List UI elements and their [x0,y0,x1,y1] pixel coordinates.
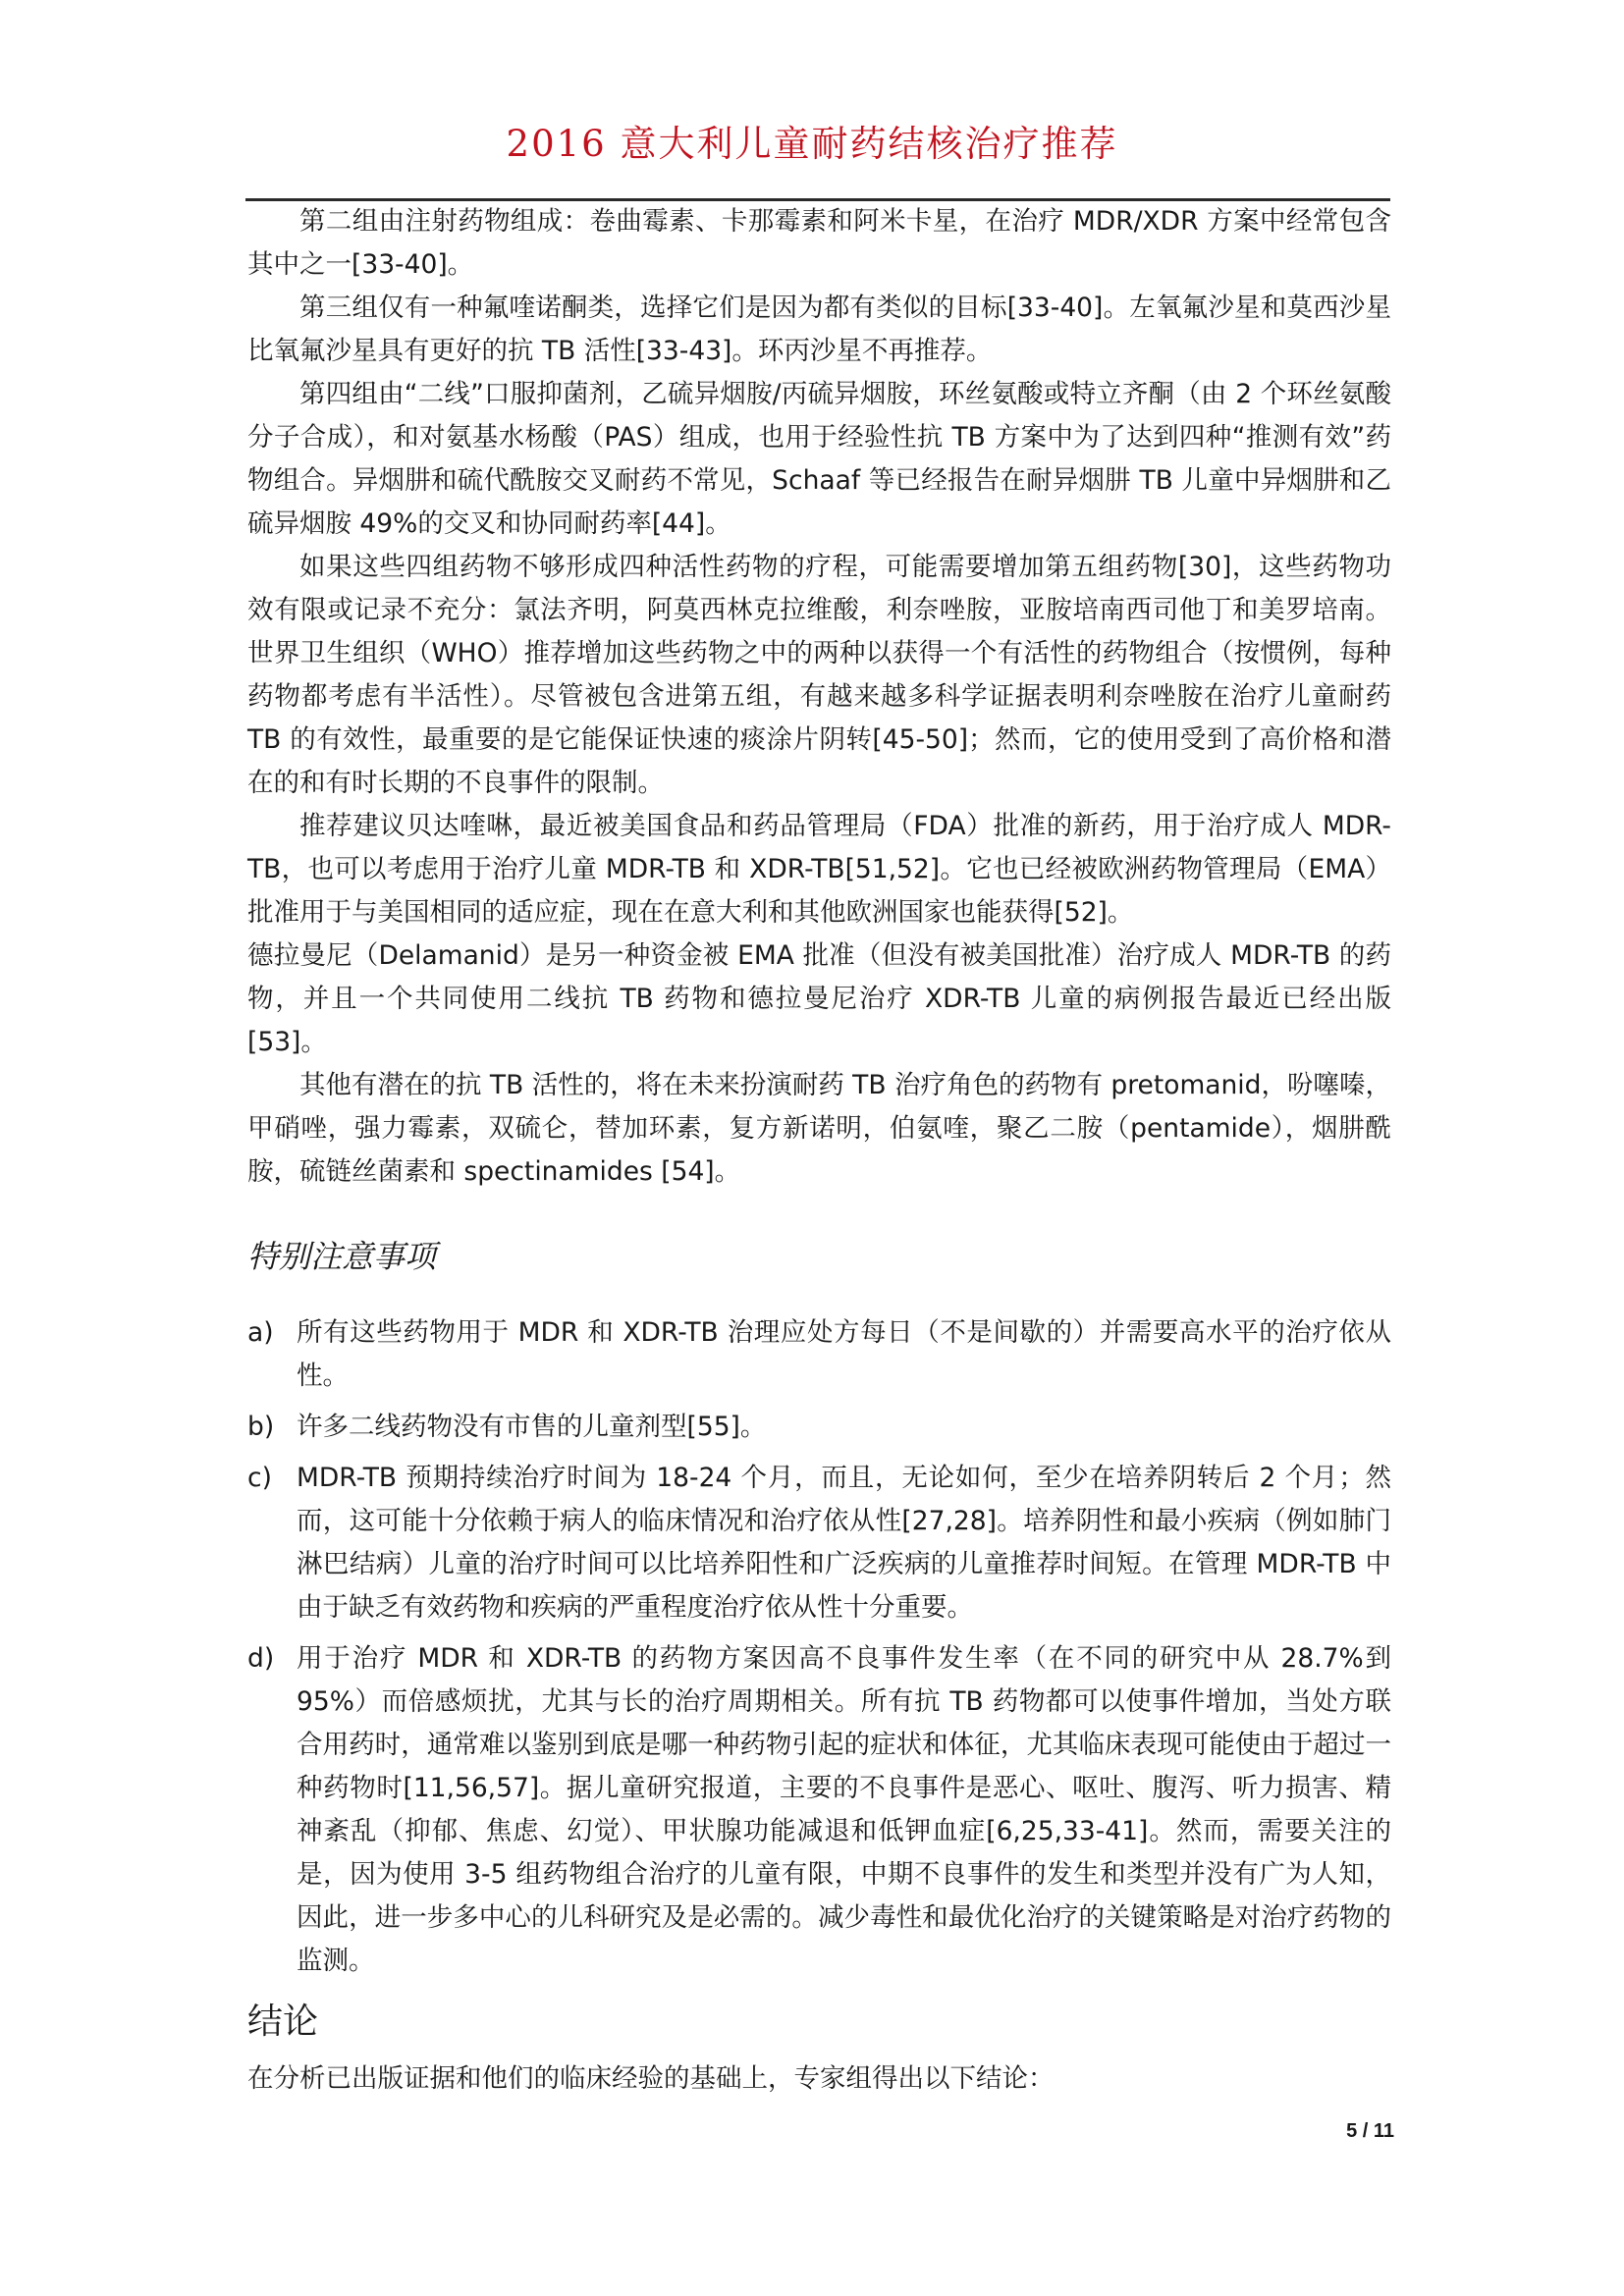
list-item-text: 用于治疗 MDR 和 XDR-TB 的药物方案因高不良事件发生率（在不同的研究中从 28.7%到 95%）而倍感烦扰，尤其与长的治疗周期相关。所有抗 TB 药物都可以使事件增加，当处方联合用药时，通常难以鉴别到底是哪一种药物引起的症状和体征，尤其临床表现可能使由于超过一种药物时[11,56,57]。据儿童研究报道，主要的不良事件是恶心、呕吐、腹泻、听力损害、精神紊乱（抑郁、焦虑、幻觉）、甲状腺功能减退和低钾血症[6,25,33-41]。然而，需要关注的是，因为使用 3-5 组药物组合治疗的儿童有限，中期不良事件的发生和类型并没有广为人知，因此，进一步多中心的儿科研究及是必需的。减少毒性和最优化治疗的关键策略是对治疗药物的监测。 [297,1643,1391,1976]
paragraph-bedaquiline: 推荐建议贝达喹啉，最近被美国食品和药品管理局（FDA）批准的新药，用于治疗成人 MDR-TB，也可以考虑用于治疗儿童 MDR-TB 和 XDR-TB[51,52]。它也已经被欧洲药物管理局（EMA）批准用于与美国相同的适应症，现在在意大利和其他欧洲国家也能获得[52]。 [247,811,1391,928]
list-item [247,1406,1391,1449]
list-item [247,1457,1391,1629]
special-notes-list [247,1311,1391,1983]
paragraph-group-two: 第二组由注射药物组成：卷曲霉素、卡那霉素和阿米卡星，在治疗 MDR/XDR 方案中经常包含其中之一[33-40]。 [247,206,1391,280]
page-content [247,200,1391,2101]
conclusion-heading: 结论 [247,2002,319,2042]
list-item-text: 许多二线药物没有市售的儿童剂型[55]。 [297,1412,767,1442]
paragraph-delamanid: 德拉曼尼（Delamanid）是另一种资金被 EMA 批准（但没有被美国批准）治疗成人 MDR-TB 的药物，并且一个共同使用二线抗 TB 药物和德拉曼尼治疗 XDR-TB 儿童的病例报告最近已经出版[53]。 [247,940,1391,1057]
document-title: 2016 意大利儿童耐药结核治疗推荐 [506,123,1118,165]
paragraph-other-drugs: 其他有潜在的抗 TB 活性的，将在未来扮演耐药 TB 治疗角色的药物有 pretomanid，吩噻嗪，甲硝唑，强力霉素，双硫仑，替加环素，复方新诺明，伯氨喹，聚乙二胺（pentamide），烟肼酰胺，硫链丝菌素和 spectinamides [54]。 [247,1070,1391,1187]
special-notes-heading: 特别注意事项 [247,1238,437,1275]
list-item [247,1311,1391,1398]
list-marker: d) [247,1643,275,1674]
paragraph-group-four: 第四组由“二线”口服抑菌剂，乙硫异烟胺/丙硫异烟胺，环丝氨酸或特立齐酮（由 2 个环丝氨酸分子合成），和对氨基水杨酸（PAS）组成，也用于经验性抗 TB 方案中为了达到四种“推测有效”药物组合。异烟肼和硫代酰胺交叉耐药不常见，Schaaf 等已经报告在耐异烟肼 TB 儿童中异烟肼和乙硫异烟胺 49%的交叉和协同耐药率[44]。 [247,379,1391,539]
list-marker: a) [247,1317,274,1348]
list-marker: b) [247,1412,275,1442]
list-item-text: 所有这些药物用于 MDR 和 XDR-TB 治理应处方每日（不是间歇的）并需要高水平的治疗依从性。 [297,1317,1391,1391]
conclusion-text: 在分析已出版证据和他们的临床经验的基础上，专家组得出以下结论： [247,2063,1055,2094]
page-number: 5 / 11 [1346,2120,1394,2142]
paragraph-group-five: 如果这些四组药物不够形成四种活性药物的疗程，可能需要增加第五组药物[30]，这些药物功效有限或记录不充分：氯法齐明，阿莫西林克拉维酸，利奈唑胺，亚胺培南西司他丁和美罗培南。世界卫生组织（WHO）推荐增加这些药物之中的两种以获得一个有活性的药物组合（按惯例，每种药物都考虑有半活性）。尽管被包含进第五组，有越来越多科学证据表明利奈唑胺在治疗儿童耐药 TB 的有效性，最重要的是它能保证快速的痰涂片阴转[45-50]；然而，它的使用受到了高价格和潜在的和有时长期的不良事件的限制。 [247,552,1391,798]
paragraph-group-three: 第三组仅有一种氟喹诺酮类，选择它们是因为都有类似的目标[33-40]。左氧氟沙星和莫西沙星比氧氟沙星具有更好的抗 TB 活性[33-43]。环丙沙星不再推荐。 [247,293,1391,366]
list-marker: c) [247,1463,272,1493]
list-item [247,1637,1391,1983]
list-item-text: MDR-TB 预期持续治疗时间为 18-24 个月，而且，无论如何，至少在培养阴转后 2 个月；然而，这可能十分依赖于病人的临床情况和治疗依从性[27,28]。培养阴性和最小疾病（例如肺门淋巴结病）儿童的治疗时间可以比培养阳性和广泛疾病的儿童推荐时间短。在管理 MDR-TB 中由于缺乏有效药物和疾病的严重程度治疗依从性十分重要。 [297,1463,1391,1623]
